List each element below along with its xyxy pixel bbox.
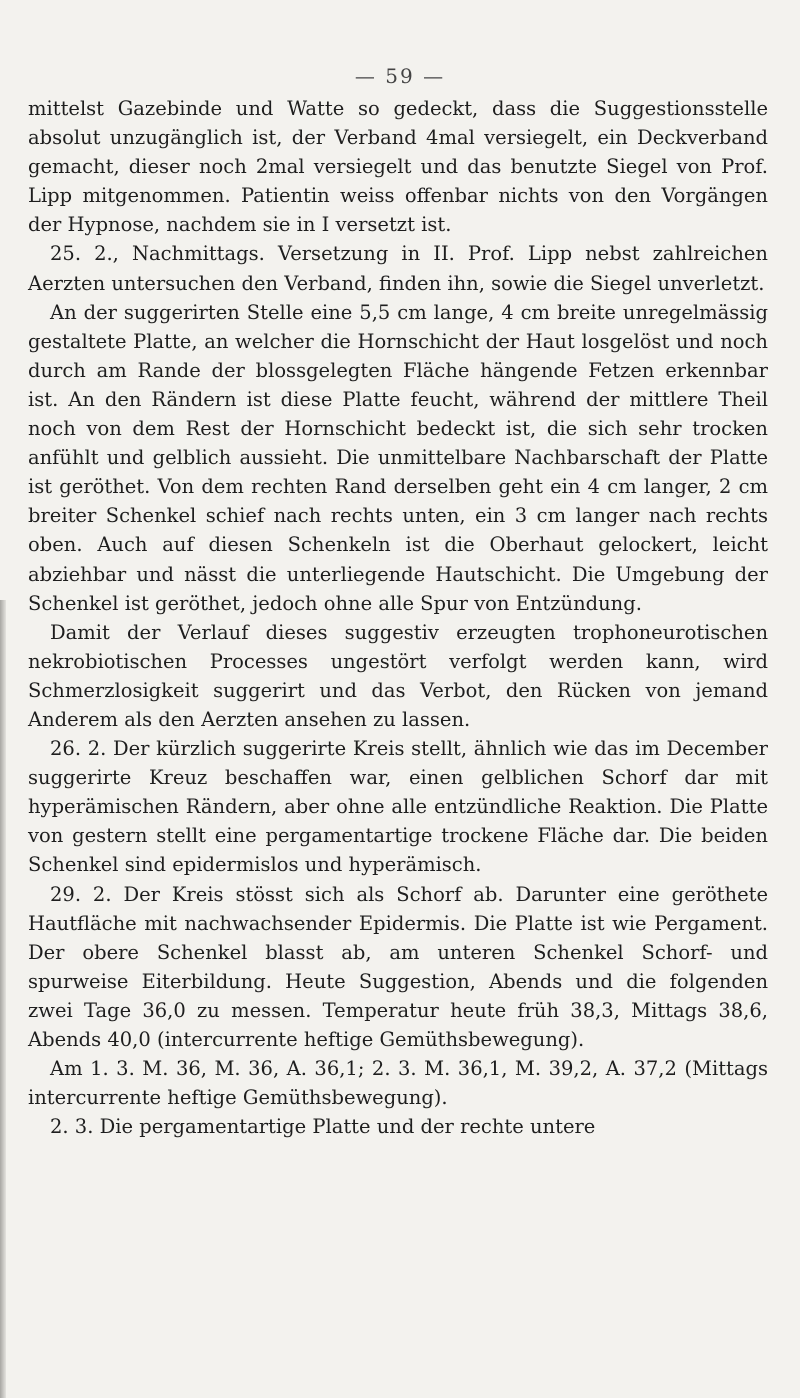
body-text bbox=[28, 94, 768, 1141]
paragraph-3: An der suggerirten Stelle eine 5,5 cm lange, 4 cm breite unregelmässig gestaltete Platte, an welcher die Hornschicht der Haut losgelöst und noch durch am Rande der blossgelegten Fläche hängende Fetzen erkennbar ist. An den Rändern ist diese Platte feucht, während der mittlere Theil noch von dem Rest der Hornschicht bedeckt ist, die sich sehr trocken anfühlt und gelblich aussieht. Die unmittelbare Nachbarschaft der Platte ist geröthet. Von dem rechten Rand derselben geht ein 4 cm langer, 2 cm breiter Schenkel schief nach rechts unten, ein 3 cm langer nach rechts oben. Auch auf diesen Schenkeln ist die Oberhaut gelockert, leicht abziehbar und nässt die unterliegende Hautschicht. Die Umgebung der Schenkel ist geröthet, jedoch ohne alle Spur von Entzündung. bbox=[28, 300, 768, 615]
paragraph-5: 26. 2. Der kürzlich suggerirte Kreis stellt, ähnlich wie das im December suggerirte Kreuz beschaffen war, einen gelblichen Schorf dar mit hyperämischen Rändern, aber ohne alle entzündliche Reaktion. Die Platte von gestern stellt eine pergamentartige trockene Fläche dar. Die beiden Schenkel sind epidermislos und hyperämisch. bbox=[28, 737, 768, 877]
paragraph-6: 29. 2. Der Kreis stösst sich als Schorf ab. Darunter eine geröthete Hautfläche mit nachwachsender Epidermis. Die Platte ist wie Pergament. Der obere Schenkel blasst ab, am unteren Schenkel Schorf- und spurweise Eiterbildung. Heute Suggestion, Abends und die folgenden zwei Tage 36,0 zu messen. Temperatur heute früh 38,3, Mittags 38,6, Abends 40,0 (intercurrente heftige Gemüthsbewegung). bbox=[28, 882, 768, 1051]
paragraph-2: 25. 2., Nachmittags. Versetzung in II. Prof. Lipp nebst zahlreichen Aerzten untersuchen den Verband, finden ihn, sowie die Siegel unverletzt. bbox=[28, 242, 768, 295]
paragraph-7: Am 1. 3. M. 36, M. 36, A. 36,1; 2. 3. M. 36,1, M. 39,2, A. 37,2 (Mittags intercurrente heftige Gemüthsbewegung). bbox=[28, 1057, 768, 1110]
page-edge-shadow bbox=[0, 600, 6, 1398]
paragraph-8: 2. 3. Die pergamentartige Platte und der rechte untere bbox=[50, 1115, 596, 1139]
page-number: — 59 — bbox=[354, 64, 446, 88]
paragraph-1: mittelst Gazebinde und Watte so gedeckt, dass die Suggestionsstelle absolut unzugänglich ist, der Verband 4mal versiegelt, ein Deckverband gemacht, dieser noch 2mal versiegelt und das benutzte Siegel von Prof. Lipp mitgenommen. Patientin weiss offenbar nichts von den Vorgängen der Hypnose, nachdem sie in I versetzt ist. bbox=[28, 97, 768, 237]
paragraph-4: Damit der Verlauf dieses suggestiv erzeugten trophoneurotischen nekrobiotischen Processes ungestört verfolgt werden kann, wird Schmerzlosigkeit suggerirt und das Verbot, den Rücken von jemand Anderem als den Aerzten ansehen zu lassen. bbox=[28, 620, 768, 731]
